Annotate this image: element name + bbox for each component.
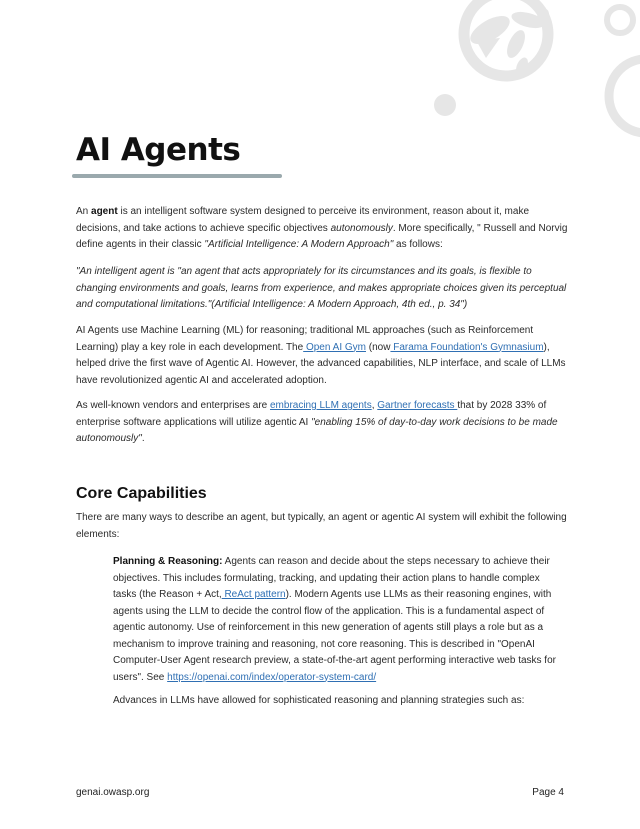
book-title: "Artificial Intelligence: A Modern Approach" bbox=[204, 239, 394, 250]
definition-quote: "An intelligent agent is "an agent that acts appropriately for its circumstances and its goals, is flexible to changing environments and goals, learns from experience, and makes appropriate choices given its perceptual and computational limitations."(Artificial Intelligence: A Modern Approach, 4th ed., p. 34") bbox=[76, 266, 567, 310]
text-span: that by 2028 33% of enterprise software applications will utilize agentic AI bbox=[76, 400, 547, 428]
capability-label: Planning & Reasoning: bbox=[113, 556, 223, 567]
operator-system-card-link[interactable]: https://openai.com/index/operator-system-card/ bbox=[167, 671, 377, 683]
llm-advances-paragraph: Advances in LLMs have allowed for sophisticated reasoning and planning strategies such as: bbox=[113, 695, 525, 706]
adoption-paragraph bbox=[76, 398, 568, 448]
open-ai-gym-link[interactable]: Open AI Gym bbox=[303, 341, 366, 353]
react-pattern-link[interactable]: ReAct pattern bbox=[221, 589, 286, 600]
capabilities-intro: There are many ways to describe an agent, but typically, an agent or agentic AI system will exhibit the following elements: bbox=[76, 512, 567, 540]
text-span: autonomously bbox=[330, 222, 393, 234]
text-span: AI Agents use Machine Learning (ML) for reasoning; traditional ML approaches (such as Reinforcement Learning) play a key role in each development. The bbox=[76, 325, 534, 353]
text-span: ). Modern Agents use LLMs as their reasoning engines, with agents using the LLM to decide the control flow of the application. This is a fundamental aspect of agentic autonomy. Use of reinforcement in this new generation of agents still plays a role but as a mechanism to improve training and reasoning, not core reasoning. This is described in "OpenAI Computer-User Agent research preview, a state-of-the-art agent performing interactive web tasks for users". See bbox=[113, 589, 556, 683]
decor-ring-small bbox=[607, 7, 633, 33]
text-span: (now bbox=[366, 341, 391, 353]
text-span: as follows: bbox=[393, 239, 443, 250]
text-span: . bbox=[141, 433, 145, 444]
text-span: Agents can reason and decide about the steps necessary to achieve their objectives. This includes formulating, tracking, and updating their action plans to handle complex tasks (the Reason + Act, bbox=[113, 556, 550, 600]
embracing-llm-agents-link[interactable]: embracing LLM agents bbox=[269, 400, 372, 411]
decor-ring-right bbox=[609, 59, 640, 133]
footer-site: genai.owasp.org bbox=[76, 787, 150, 798]
text-span: is an intelligent software system designed to perceive its environment, reason about it, make decisions, and take actions to achieve specific objectives bbox=[76, 206, 530, 234]
page-title: AI Agents bbox=[76, 132, 241, 168]
gartner-quote: "enabling 15% of day-to-day work decisions to be made autonomously" bbox=[76, 416, 558, 444]
planning-reasoning-paragraph bbox=[113, 554, 565, 686]
text-span: , bbox=[371, 400, 378, 411]
text-span: . More specifically, " Russell and Norvig define agents in their classic bbox=[76, 222, 568, 250]
ml-paragraph bbox=[76, 323, 568, 389]
section-heading: Core Capabilities bbox=[76, 485, 207, 502]
text-span: ), helped drive the first wave of Agentic AI. However, the advanced capabilities, NLP interface, and scale of LLMs have revolutionized agentic AI and accelerated adoption. bbox=[76, 341, 566, 386]
text-span: As well-known vendors and enterprises are bbox=[76, 400, 270, 411]
gymnasium-link[interactable]: Farama Foundation's Gymnasium bbox=[390, 341, 544, 353]
title-underline bbox=[72, 174, 282, 178]
agent-term: agent bbox=[91, 206, 118, 217]
page-number: Page 4 bbox=[532, 787, 564, 798]
text-span: An bbox=[76, 206, 92, 217]
gartner-forecasts-link[interactable]: Gartner forecasts bbox=[377, 400, 458, 411]
decor-dot bbox=[434, 94, 456, 116]
intro-paragraph bbox=[76, 204, 568, 254]
